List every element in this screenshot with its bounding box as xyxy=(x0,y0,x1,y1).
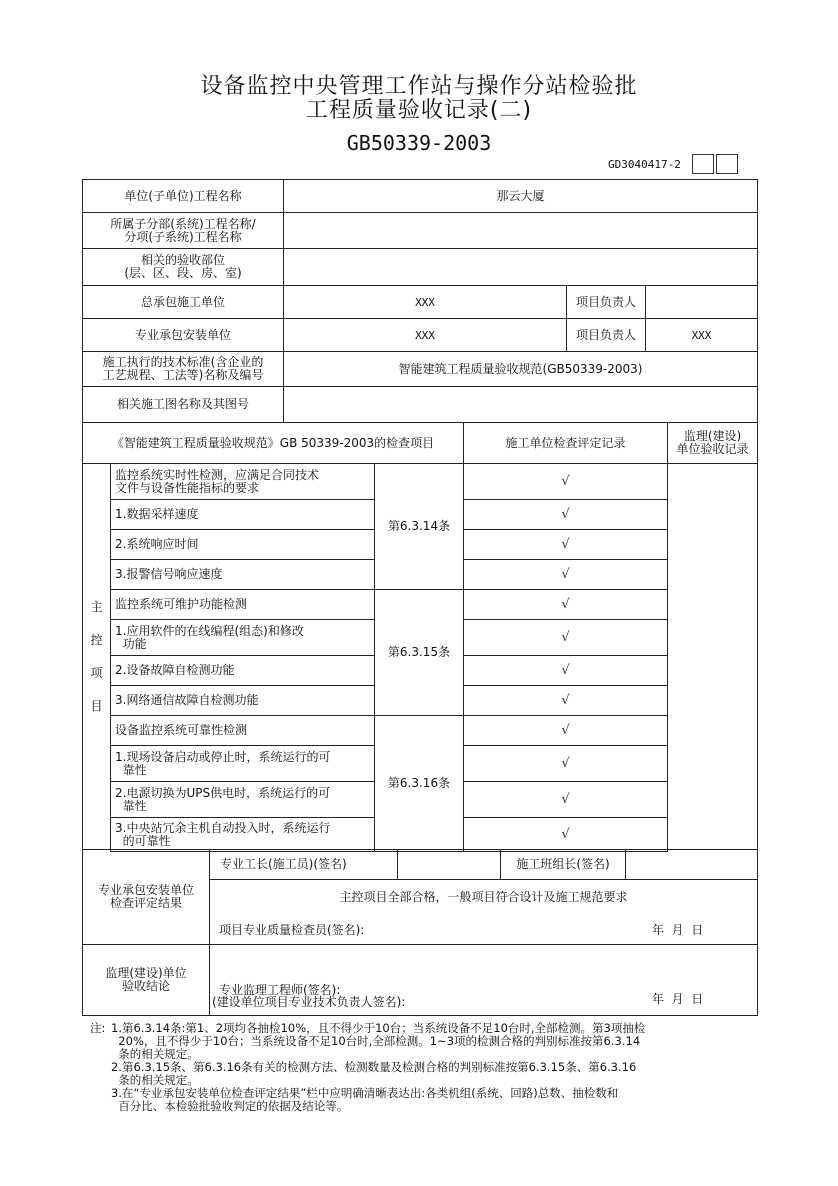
check-item-line: 监控系统实时性检测，应满足合同技术 xyxy=(115,467,320,482)
engineer-label: 专业监理工程师(签名): xyxy=(219,983,341,997)
check-record: √ xyxy=(463,655,668,686)
inspector-date: 年 月 日 xyxy=(652,923,704,937)
inspector-label: 项目专业质量检查员(签名): xyxy=(219,923,365,937)
supervisor-result-label-line-2: 验收结论 xyxy=(121,979,170,993)
check-item xyxy=(110,781,375,818)
general-contractor-value: XXX xyxy=(283,285,567,319)
check-item-line: 2.系统响应时间 xyxy=(115,537,199,551)
items-header: 《智能建筑工程质量验收规范》GB 50339-2003的检查项目 xyxy=(82,422,464,464)
form-code: GD3040417-2 xyxy=(608,158,681,171)
check-record: √ xyxy=(463,619,668,656)
owner-label: (建设单位项目专业技术负责人签名): xyxy=(212,995,406,1009)
standard-code: GB50339-2003 xyxy=(346,131,492,155)
check-item xyxy=(110,715,375,746)
drawing-label: 相关施工图名称及其图号 xyxy=(82,386,284,423)
check-item xyxy=(110,685,375,716)
location-label xyxy=(82,248,284,286)
subdivision-label-line-2: 分项(子系统)工程名称 xyxy=(124,229,242,244)
pm-label-1: 项目负责人 xyxy=(566,285,646,319)
form-code-box-2[interactable] xyxy=(716,154,738,174)
check-item-line: 的可靠性 xyxy=(115,833,171,848)
check-item-line: 靠性 xyxy=(115,762,147,777)
standard-label-line-1: 施工执行的技术标准(含企业的 xyxy=(102,355,264,369)
check-record: √ xyxy=(463,529,668,560)
check-record: √ xyxy=(463,499,668,530)
check-record: √ xyxy=(463,715,668,746)
team-leader-label: 施工班组长(签名) xyxy=(500,849,626,880)
check-record: √ xyxy=(463,559,668,590)
supervisor-record-header-line-2: 单位验收记录 xyxy=(676,442,749,456)
supervisor-record-cell xyxy=(667,463,758,850)
check-record: √ xyxy=(463,781,668,818)
form-code-box-1[interactable] xyxy=(692,154,714,174)
check-item xyxy=(110,529,375,560)
pm-value-2: XXX xyxy=(645,318,758,352)
check-item xyxy=(110,589,375,620)
note-line: 20%，且不得少于10台；当系统设备不足10台时,全部检测。1~3项的检测合格的判别标准按第6.3.14 xyxy=(111,1034,641,1048)
note-line: 条的相关规定。 xyxy=(111,1047,199,1061)
check-item-line: 靠性 xyxy=(115,798,147,813)
contractor-record-header: 施工单位检查评定记录 xyxy=(463,422,668,464)
check-item xyxy=(110,745,375,782)
unit-project-label: 单位(子单位)工程名称 xyxy=(82,179,284,213)
check-item-line: 3.网络通信故障自检测功能 xyxy=(115,693,259,707)
check-item-line: 3.中央站冗余主机自动投入时，系统运行 xyxy=(115,820,331,835)
note-line: 2.第6.3.15条、第6.3.16条有关的检测方法、检测数量及检测合格的判别标准按第6.3.15条、第6.3.16 xyxy=(111,1060,637,1074)
check-item-line: 1.应用软件的在线编程(组态)和修改 xyxy=(115,623,304,638)
contractor-result-label xyxy=(82,849,210,945)
notes-prefix: 注: xyxy=(90,1021,106,1035)
check-record: √ xyxy=(463,685,668,716)
check-item xyxy=(110,817,375,852)
check-record: √ xyxy=(463,589,668,620)
standard-label xyxy=(82,351,284,387)
check-item xyxy=(110,559,375,590)
location-label-line-1: 相关的验收部位 xyxy=(140,253,225,267)
unit-project-value: 那云大厦 xyxy=(283,179,758,213)
clause-reference: 第6.3.16条 xyxy=(374,715,464,852)
clause-reference: 第6.3.14条 xyxy=(374,463,464,590)
subcontractor-value: XXX xyxy=(283,318,567,352)
notes xyxy=(111,1022,751,1113)
supervisor-result-label-line-1: 监理(建设)单位 xyxy=(105,966,187,980)
location-value xyxy=(283,248,758,286)
title-line-2: 工程质量验收记录(二) xyxy=(305,98,533,123)
main-control-label xyxy=(82,463,111,850)
supervisor-record-header xyxy=(667,422,758,464)
pm-value-1 xyxy=(645,285,758,319)
check-item xyxy=(110,463,375,500)
note-line: 百分比、本检验批验收判定的依据及结论等。 xyxy=(111,1099,349,1113)
check-item-line: 设备监控系统可靠性检测 xyxy=(115,723,248,737)
supervisor-date: 年 月 日 xyxy=(652,992,704,1006)
contractor-result-label-line-2: 检查评定结果 xyxy=(109,896,182,910)
check-record: √ xyxy=(463,463,668,500)
main-control-char: 项 xyxy=(90,665,103,680)
supervisor-result-label xyxy=(82,944,210,1016)
check-item-line: 文件与设备性能指标的要求 xyxy=(115,480,260,495)
subdivision-label xyxy=(82,212,284,249)
check-item xyxy=(110,619,375,656)
check-record: √ xyxy=(463,745,668,782)
supervisor-record-header-line-1: 监理(建设) xyxy=(683,429,742,443)
subcontractor-label: 专业承包安装单位 xyxy=(82,318,284,352)
title-line-1: 设备监控中央管理工作站与操作分站检验批 xyxy=(200,74,638,99)
standard-value: 智能建筑工程质量验收规范(GB50339-2003) xyxy=(283,351,758,387)
note-line: 1.第6.3.14条:第1、2项均各抽检10%，且不得少于10台；当系统设备不足10台时,全部检测。第3项抽检 xyxy=(111,1021,646,1035)
foreman-signature[interactable] xyxy=(397,849,501,880)
subdivision-label-line-1: 所属子分部(系统)工程名称/ xyxy=(110,216,256,231)
contractor-result-label-line-1: 专业承包安装单位 xyxy=(97,883,194,897)
foreman-label: 专业工长(施工员)(签名) xyxy=(209,849,398,880)
standard-label-line-2: 工艺规程、工法等)名称及编号 xyxy=(102,368,264,382)
main-control-char: 目 xyxy=(90,698,103,713)
check-item-line: 功能 xyxy=(115,636,147,651)
location-label-line-2: (层、区、段、房、室) xyxy=(124,266,242,280)
check-item-line: 1.现场设备启动或停止时，系统运行的可 xyxy=(115,749,331,764)
check-item-line: 2.设备故障自检测功能 xyxy=(115,663,235,677)
check-item-line: 3.报警信号响应速度 xyxy=(115,567,223,581)
note-line: 3.在“专业承包安装单位检查评定结果”栏中应明确清晰表达出:各类机组(系统、回路)总数、抽检数和 xyxy=(111,1086,619,1100)
check-item-line: 2.电源切换为UPS供电时，系统运行的可 xyxy=(115,785,331,800)
check-item-line: 监控系统可维护功能检测 xyxy=(115,597,248,611)
note-line: 条的相关规定。 xyxy=(111,1073,199,1087)
main-control-char: 控 xyxy=(90,632,103,647)
check-item xyxy=(110,499,375,530)
check-item xyxy=(110,655,375,686)
check-item-line: 1.数据采样速度 xyxy=(115,507,199,521)
general-contractor-label: 总承包施工单位 xyxy=(82,285,284,319)
subdivision-value xyxy=(283,212,758,249)
check-record: √ xyxy=(463,817,668,852)
main-control-char: 主 xyxy=(90,599,103,614)
contractor-conclusion: 主控项目全部合格，一般项目符合设计及施工规范要求 xyxy=(339,890,628,904)
team-leader-signature[interactable] xyxy=(625,849,758,880)
clause-reference: 第6.3.15条 xyxy=(374,589,464,716)
drawing-value xyxy=(283,386,758,423)
pm-label-2: 项目负责人 xyxy=(566,318,646,352)
